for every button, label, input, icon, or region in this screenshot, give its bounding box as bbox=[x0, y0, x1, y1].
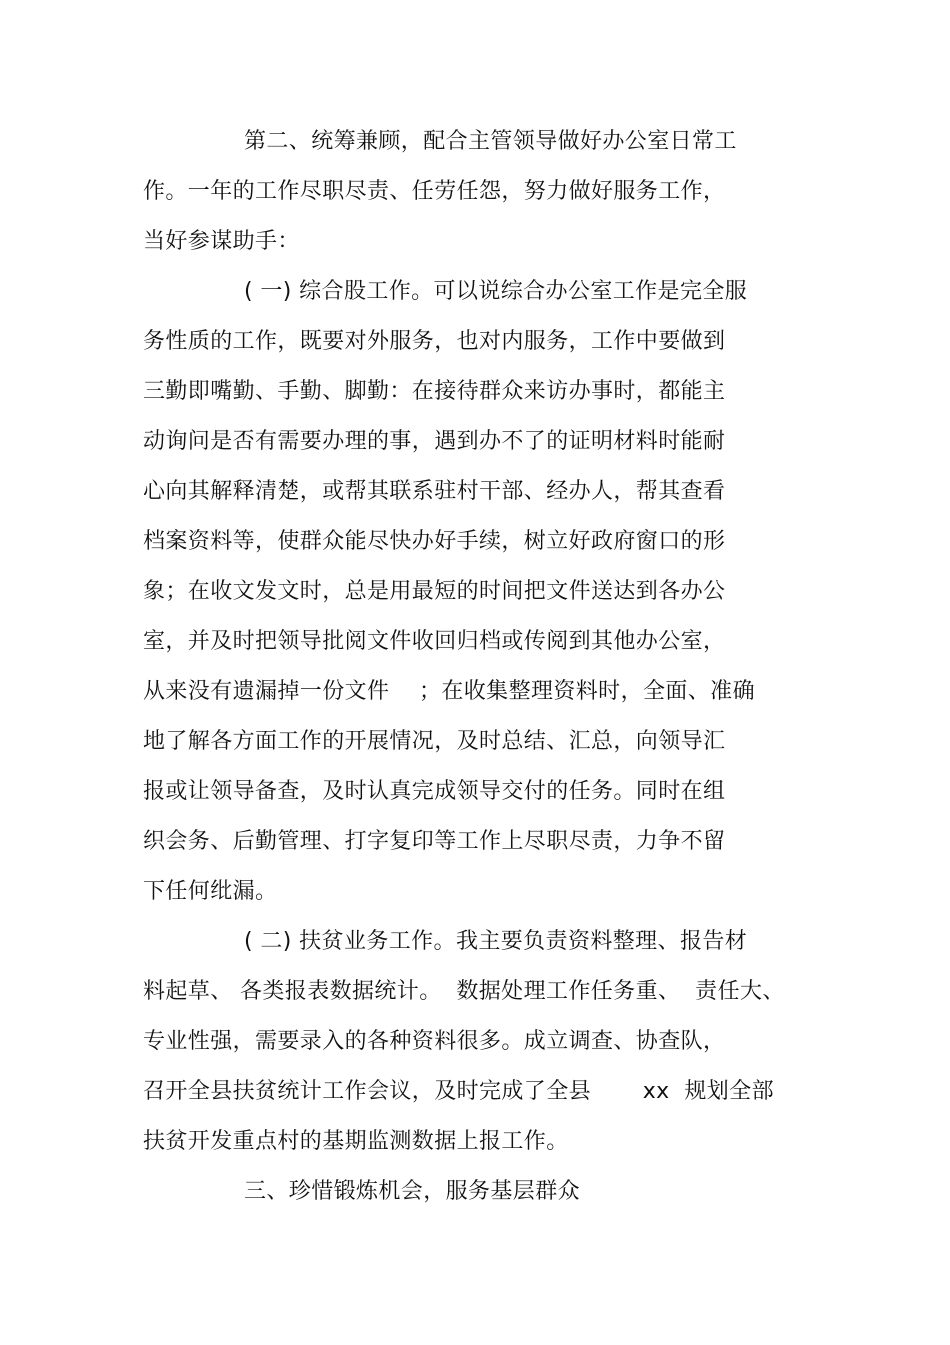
text-line: 务性质的工作，既要对外服务，也对内服务，工作中要做到 bbox=[143, 329, 726, 354]
text-line: ( 二) 扶贫业务工作。我主要负责资料整理、报告材 bbox=[244, 929, 748, 954]
text-line: 室，并及时把领导批阅文件收回归档或传阅到其他办公室， bbox=[143, 629, 726, 654]
text-line: 当好参谋助手： bbox=[143, 229, 300, 254]
text-line: 下任何纰漏。 bbox=[143, 879, 278, 904]
text-line: 专业性强，需要录入的各种资料很多。成立调查、协查队， bbox=[143, 1029, 726, 1054]
text-line: 心向其解释清楚，或帮其联系驻村干部、经办人，帮其查看 bbox=[143, 479, 726, 504]
text-line: 扶贫开发重点村的基期监测数据上报工作。 bbox=[143, 1129, 569, 1154]
text-line: 第二、统筹兼顾，配合主管领导做好办公室日常工 bbox=[244, 129, 737, 154]
section-heading: 三、珍惜锻炼机会，服务基层群众 bbox=[244, 1179, 581, 1204]
text-line: 三勤即嘴勤、手勤、脚勤：在接待群众来访办事时，都能主 bbox=[143, 379, 726, 404]
text-line: 料起草、 各类报表数据统计。 数据处理工作任务重、 责任大、 bbox=[143, 979, 785, 1004]
text-line: 作。一年的工作尽职尽责、任劳任怨，努力做好服务工作， bbox=[143, 179, 726, 204]
text-line: 档案资料等，使群众能尽快办好手续，树立好政府窗口的形 bbox=[143, 529, 726, 554]
text-line: 报或让领导备查，及时认真完成领导交付的任务。同时在组 bbox=[143, 779, 726, 804]
text-line: 从来没有遗漏掉一份文件 ；在收集整理资料时，全面、准确 bbox=[143, 679, 755, 704]
text-line: 织会务、后勤管理、打字复印等工作上尽职尽责，力争不留 bbox=[143, 829, 726, 854]
text-line: ( 一) 综合股工作。可以说综合办公室工作是完全服 bbox=[244, 279, 748, 304]
text-line: 象；在收文发文时，总是用最短的时间把文件送达到各办公 bbox=[143, 579, 726, 604]
text-line: 动询问是否有需要办理的事，遇到办不了的证明材料时能耐 bbox=[143, 429, 726, 454]
text-line: 地了解各方面工作的开展情况，及时总结、汇总，向领导汇 bbox=[143, 729, 726, 754]
text-line: 召开全县扶贫统计工作会议，及时完成了全县 xx 规划全部 bbox=[143, 1079, 774, 1104]
